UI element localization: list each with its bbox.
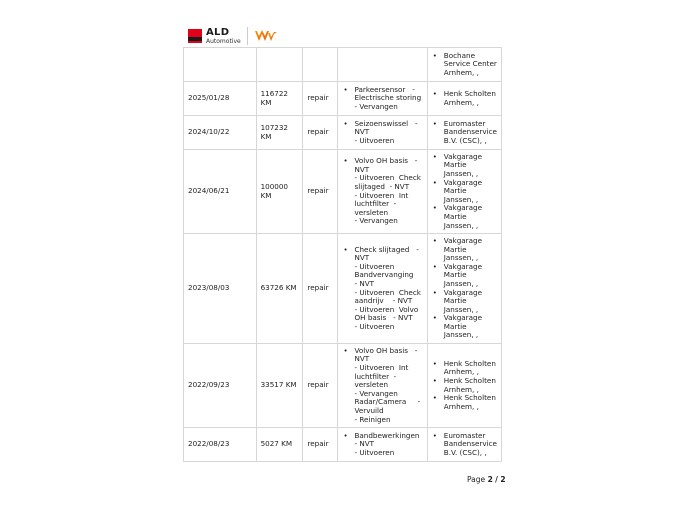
garage-item: • Vakgarage Martie Janssen, , xyxy=(432,153,497,179)
total-pages: 2 xyxy=(500,475,506,484)
cell-date: 2025/01/28 xyxy=(184,82,257,116)
current-page: 2 xyxy=(487,475,493,484)
table-row xyxy=(184,428,502,462)
description-list xyxy=(342,86,422,112)
cell-description xyxy=(338,344,427,428)
description-item xyxy=(342,86,422,112)
garage-list xyxy=(432,237,497,340)
cell-type: repair xyxy=(303,234,338,344)
page-separator: / xyxy=(495,475,498,484)
ald-logo-mark-icon xyxy=(188,29,202,43)
description-line: - Uitvoeren xyxy=(354,135,395,145)
description-line: - Vervangen Radar/Camera - Vervuild xyxy=(354,388,423,415)
description-list xyxy=(342,432,422,458)
cell-mileage: 63726 KM xyxy=(256,234,303,344)
description-line: - Vervangen xyxy=(354,101,398,111)
cell-mileage: 116722 KM xyxy=(256,82,303,116)
garage-item: • Vakgarage Martie Janssen, , xyxy=(432,314,497,340)
cell-garages xyxy=(427,150,501,234)
description-list xyxy=(342,120,422,146)
description-item xyxy=(342,246,422,332)
table-row xyxy=(184,150,502,234)
table-row xyxy=(184,82,502,116)
description-line: - Uitvoeren xyxy=(354,447,395,457)
description-list xyxy=(342,246,422,332)
garage-item: • Henk Scholten Arnhem, , xyxy=(432,394,497,411)
description-line: - Uitvoeren xyxy=(354,321,395,331)
cell-type: repair xyxy=(303,344,338,428)
garage-item: • Vakgarage Martie Janssen, , xyxy=(432,204,497,230)
garage-item: • Henk Scholten Arnhem, , xyxy=(432,377,497,394)
description-item xyxy=(342,120,422,146)
page-label: Page xyxy=(467,475,486,484)
cell-type: repair xyxy=(303,82,338,116)
cell-description xyxy=(338,428,427,462)
maintenance-history-table xyxy=(183,47,502,462)
ald-logo-brand: ALD xyxy=(206,26,230,38)
table-row xyxy=(184,344,502,428)
description-line: - Uitvoeren Int luchtfilter - versleten xyxy=(354,190,411,217)
garage-item: • Euromaster Bandenservice B.V. (CSC), , xyxy=(432,432,497,458)
cell-garages xyxy=(427,82,501,116)
description-line: - Vervangen xyxy=(354,216,398,226)
cell-description xyxy=(338,234,427,344)
description-line: - Uitvoeren Check aandrijv - NVT xyxy=(354,287,424,306)
garage-list xyxy=(432,90,497,107)
cell-date: 2024/10/22 xyxy=(184,116,257,150)
cell-type: repair xyxy=(303,428,338,462)
garage-item: • Vakgarage Martie Janssen, , xyxy=(432,263,497,289)
description-item xyxy=(342,432,422,458)
description-line: • Volvo OH basis - NVT xyxy=(354,345,420,364)
cell-mileage: 100000 KM xyxy=(256,150,303,234)
cell-date: 2022/09/23 xyxy=(184,344,257,428)
cell-date xyxy=(184,48,257,82)
garage-list xyxy=(432,120,497,146)
garage-list xyxy=(432,52,497,78)
ald-logo-sub: Automotive xyxy=(206,37,241,45)
table-row xyxy=(184,116,502,150)
description-line: • Volvo OH basis - NVT xyxy=(354,156,420,174)
page-indicator xyxy=(467,475,506,484)
description-line: - Uitvoeren Volvo OH basis - NVT xyxy=(354,304,421,323)
cell-garages xyxy=(427,116,501,150)
cell-description xyxy=(338,150,427,234)
cell-mileage: 33517 KM xyxy=(256,344,303,428)
cell-description xyxy=(338,116,427,150)
cell-date: 2022/08/23 xyxy=(184,428,257,462)
cell-type: repair xyxy=(303,116,338,150)
description-item xyxy=(342,347,422,424)
garage-list xyxy=(432,360,497,412)
leaseplan-logo-icon xyxy=(254,28,278,44)
cell-mileage xyxy=(256,48,303,82)
cell-garages xyxy=(427,428,501,462)
description-line: - Uitvoeren Int luchtfilter - versleten xyxy=(354,363,411,390)
cell-garages xyxy=(427,234,501,344)
garage-list xyxy=(432,432,497,458)
cell-date: 2023/08/03 xyxy=(184,234,257,344)
cell-garages xyxy=(427,48,501,82)
cell-type: repair xyxy=(303,150,338,234)
garage-item: • Vakgarage Martie Janssen, , xyxy=(432,179,497,205)
description-list xyxy=(342,347,422,424)
description-line: - Reinigen xyxy=(354,414,391,424)
cell-description xyxy=(338,48,427,82)
description-line: • Bandbewerkingen - NVT xyxy=(354,430,424,449)
cell-description xyxy=(338,82,427,116)
description-list xyxy=(342,157,422,226)
ald-logo xyxy=(206,28,241,45)
garage-item: • Euromaster Bandenservice B.V. (CSC), , xyxy=(432,120,497,146)
cell-date: 2024/06/21 xyxy=(184,150,257,234)
garage-item: • Bochane Service Center Arnhem, , xyxy=(432,52,497,78)
header-logos xyxy=(188,26,278,46)
table-row xyxy=(184,234,502,344)
description-item xyxy=(342,157,422,226)
table-row xyxy=(184,48,502,82)
description-line: - Uitvoeren Check slijtaged - NVT xyxy=(354,173,424,191)
cell-type xyxy=(303,48,338,82)
garage-item: • Vakgarage Martie Janssen, , xyxy=(432,237,497,263)
cell-mileage: 5027 KM xyxy=(256,428,303,462)
garage-item: • Henk Scholten Arnhem, , xyxy=(432,90,497,107)
garage-list xyxy=(432,153,497,230)
description-line: - Uitvoeren Bandvervanging - NVT xyxy=(354,261,421,288)
logo-divider xyxy=(247,27,248,45)
description-line: • Parkeersensor - Electrische storing xyxy=(354,84,422,103)
garage-item: • Vakgarage Martie Janssen, , xyxy=(432,289,497,315)
garage-item: • Henk Scholten Arnhem, , xyxy=(432,360,497,377)
cell-garages xyxy=(427,344,501,428)
description-line: • Check slijtaged - NVT xyxy=(354,244,422,263)
cell-mileage: 107232 KM xyxy=(256,116,303,150)
description-line: • Seizoenswissel - NVT xyxy=(354,118,420,137)
